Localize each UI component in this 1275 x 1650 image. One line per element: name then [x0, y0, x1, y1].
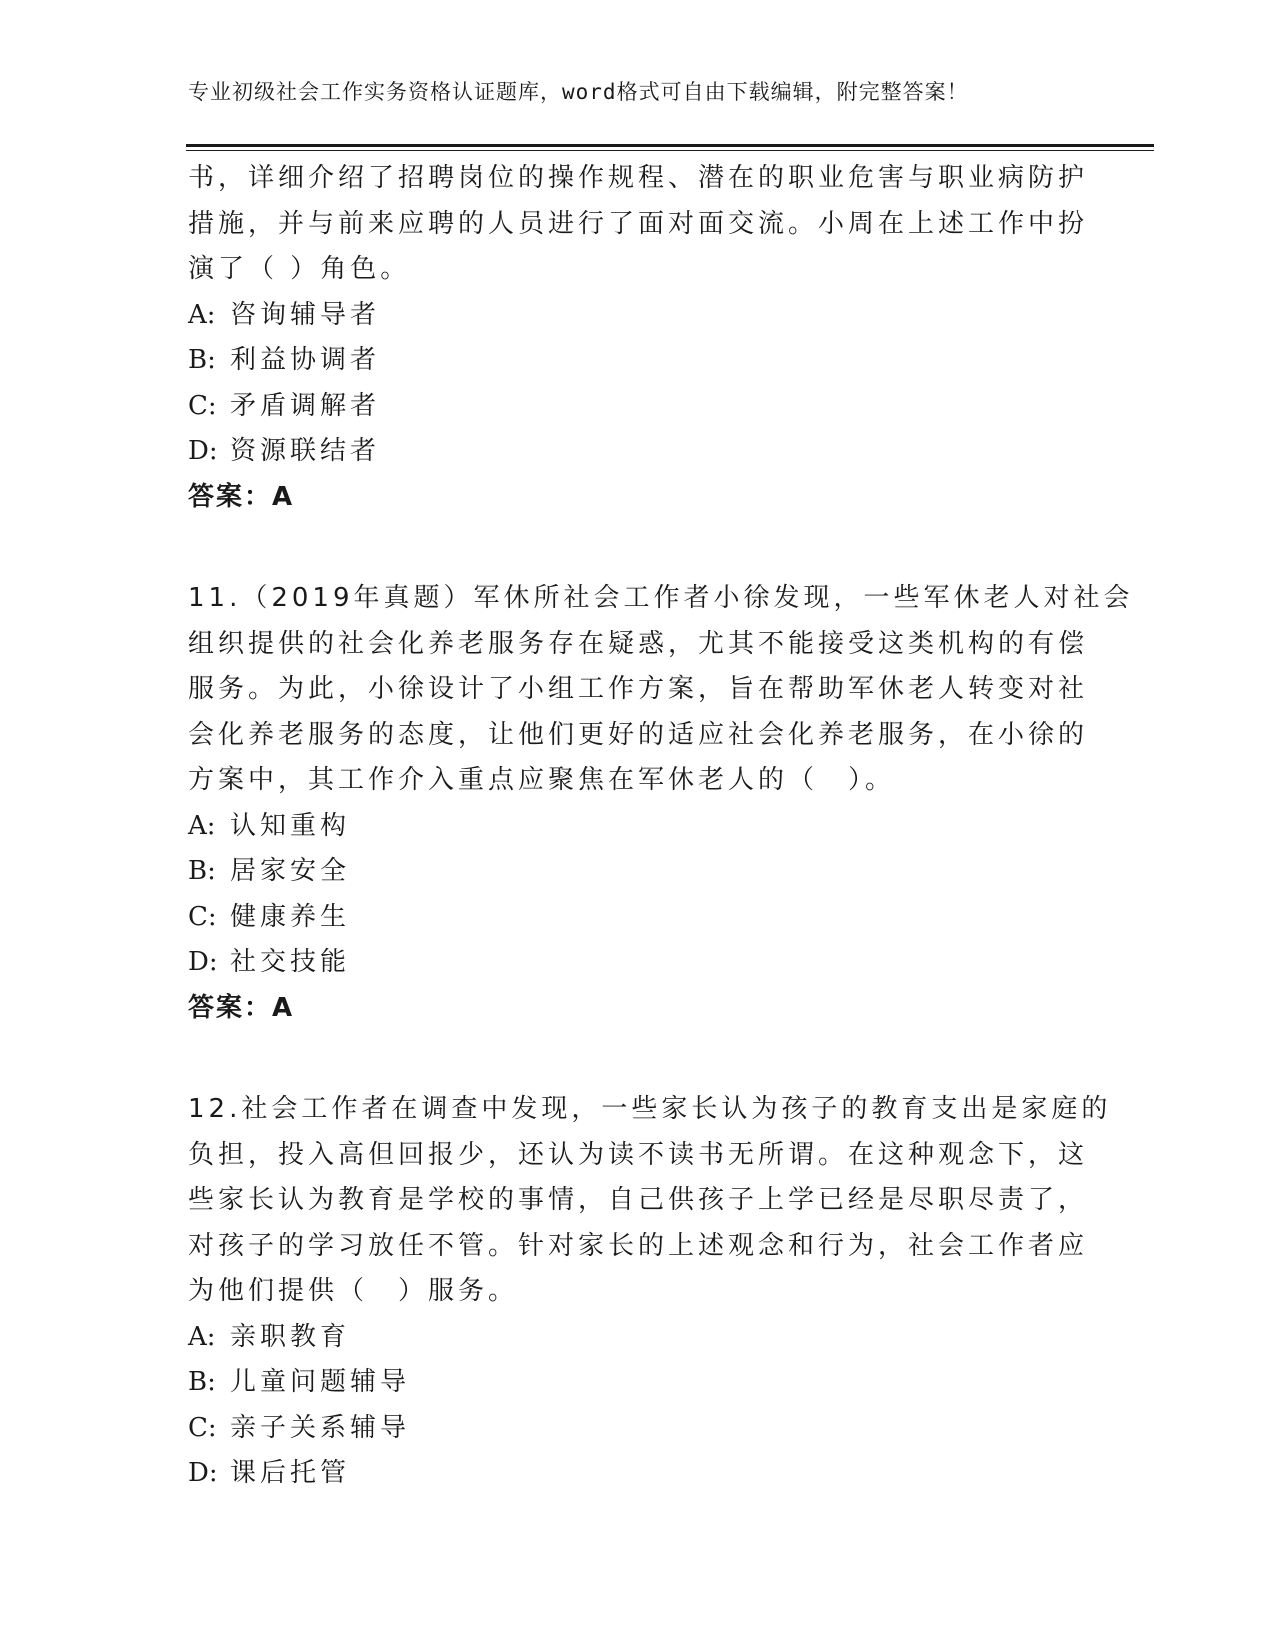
option-letter: B:: [188, 856, 216, 886]
question-text-line: 对孩子的学习放任不管。针对家长的上述观念和行为，社会工作者应: [188, 1230, 1089, 1261]
option-b: [188, 338, 1088, 384]
option-text: 居家安全: [230, 856, 351, 886]
option-a: [188, 293, 1088, 339]
option-a: [188, 804, 1088, 850]
header-rule-thick: [186, 144, 1154, 147]
answer-line: 答案：A: [188, 992, 295, 1023]
option-letter: C:: [188, 1412, 217, 1443]
page-header: 专业初级社会工作实务资格认证题库，word格式可自由下载编辑，附完整答案！: [188, 80, 969, 104]
option-text: 社交技能: [230, 947, 351, 977]
question-text-line: 方案中，其工作介入重点应聚焦在军休老人的（ ）。: [188, 765, 896, 795]
question-11: [188, 576, 1134, 1031]
question-text-line: 12.社会工作者在调查中发现，一些家长认为孩子的教育支出是家庭的: [188, 1094, 1112, 1124]
option-letter: C:: [188, 901, 217, 932]
question-10-continued: [188, 156, 1088, 520]
question-text-line: 会化养老服务的态度，让他们更好的适应社会化养老服务，在小徐的: [188, 719, 1089, 750]
option-b: [188, 1360, 1088, 1406]
option-letter: C:: [188, 390, 217, 421]
option-text: 资源联结者: [230, 436, 381, 466]
option-text: 矛盾调解者: [230, 390, 381, 421]
option-text: 健康养生: [230, 901, 351, 932]
option-letter: D:: [188, 947, 218, 977]
option-d: [188, 429, 1088, 475]
option-c: [188, 1406, 1088, 1452]
option-text: 课后托管: [230, 1458, 351, 1488]
question-text-line: 服务。为此，小徐设计了小组工作方案，旨在帮助军休老人转变对社: [188, 674, 1089, 704]
option-letter: B:: [188, 1367, 216, 1397]
question-content: [188, 156, 1134, 1497]
option-text: 亲子关系辅导: [230, 1412, 411, 1443]
option-text: 亲职教育: [230, 1321, 351, 1352]
option-b: [188, 849, 1088, 895]
question-text-line: 负担，投入高但回报少，还认为读不读书无所谓。在这种观念下，这: [188, 1139, 1089, 1170]
option-letter: A:: [188, 810, 216, 841]
option-text: 认知重构: [230, 810, 351, 841]
question-text-line: 书，详细介绍了招聘岗位的操作规程、潜在的职业危害与职业病防护: [188, 163, 1089, 193]
option-text: 利益协调者: [230, 345, 381, 375]
question-text-line: 为他们提供（ ）服务。: [188, 1276, 519, 1306]
question-text-line: 些家长认为教育是学校的事情，自己供孩子上学已经是尽职尽责了，: [188, 1185, 1089, 1215]
option-letter: B:: [188, 345, 216, 375]
question-text-line: 演了（ ）角色。: [188, 254, 411, 284]
option-c: [188, 895, 1088, 941]
option-d: [188, 940, 1088, 986]
header-rule-thin: [186, 150, 1154, 151]
option-letter: D:: [188, 436, 218, 466]
option-d: [188, 1451, 1088, 1497]
question-text-line: 措施，并与前来应聘的人员进行了面对面交流。小周在上述工作中扮: [188, 208, 1089, 239]
question-text-line: 11.（2019年真题）军休所社会工作者小徐发现，一些军休老人对社会: [188, 583, 1134, 613]
option-c: [188, 384, 1088, 430]
answer-line: 答案：A: [188, 481, 295, 512]
option-text: 咨询辅导者: [230, 299, 381, 330]
option-letter: A:: [188, 1321, 216, 1352]
option-a: [188, 1315, 1088, 1361]
question-12: [188, 1087, 1112, 1497]
option-letter: D:: [188, 1458, 218, 1488]
question-text-line: 组织提供的社会化养老服务存在疑惑，尤其不能接受这类机构的有偿: [188, 628, 1089, 659]
option-text: 儿童问题辅导: [230, 1367, 411, 1397]
option-letter: A:: [188, 299, 216, 330]
